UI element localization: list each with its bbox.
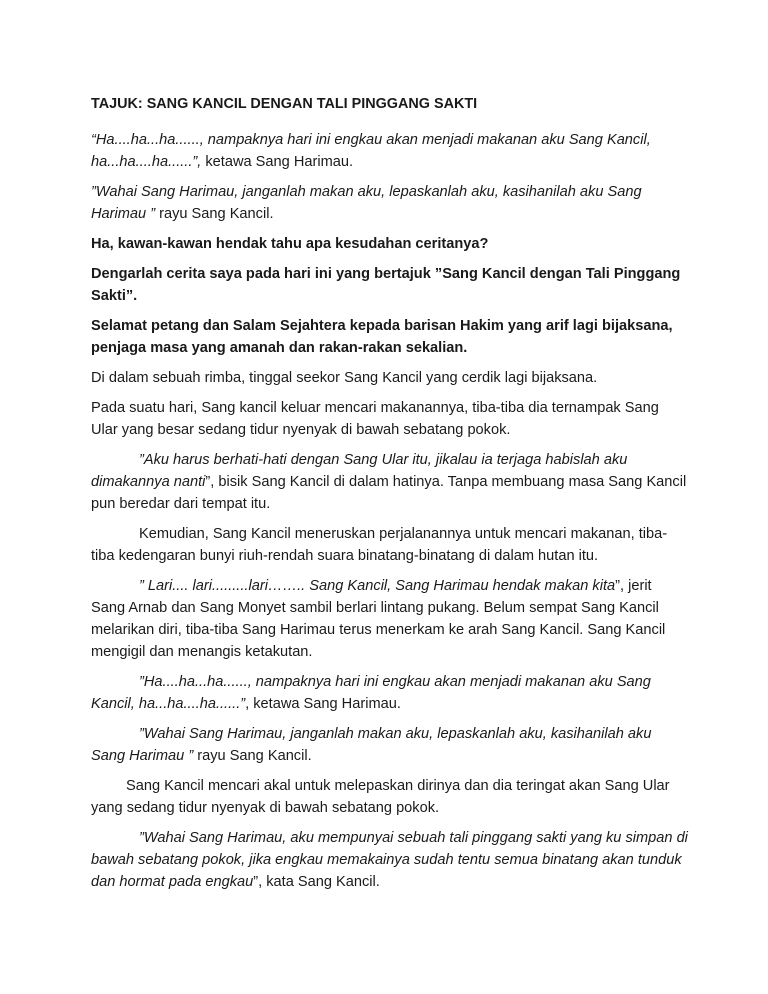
- narration-text: ketawa Sang Harimau.: [201, 154, 354, 170]
- page-title: TAJUK: SANG KANCIL DENGAN TALI PINGGANG SAKTI: [91, 96, 478, 112]
- quote-text: ”Wahai Sang Harimau, janganlah makan aku, lepaskanlah aku, kasihanilah aku Sang Harimau ”: [91, 726, 652, 764]
- quote-text: ”Wahai Sang Harimau, janganlah makan aku, lepaskanlah aku, kasihanilah aku Sang Harimau ”: [91, 184, 642, 222]
- narration-text: , ketawa Sang Harimau.: [245, 696, 401, 712]
- paragraph-9: Kemudian, Sang Kancil meneruskan perjalanannya untuk mencari makanan, tiba-tiba kedengaran bunyi riuh-rendah suara binatang-binatang di dalam hutan itu.: [91, 526, 668, 564]
- paragraph-13: Sang Kancil mencari akal untuk melepaskan dirinya dan dia teringat akan Sang Ular yang sedang tidur nyenyak di bawah sebatang pokok.: [91, 778, 670, 816]
- paragraph-2: [91, 181, 688, 225]
- paragraph-7: Pada suatu hari, Sang kancil keluar mencari makanannya, tiba-tiba dia ternampak Sang Ular yang besar sedang tidur nyenyak di bawah sebatang pokok.: [91, 400, 659, 438]
- quote-text: ”Ha....ha...ha......, nampaknya hari ini engkau akan menjadi makanan aku Sang Kancil, ha...ha....ha......”: [91, 674, 651, 712]
- quote-text: ” Lari.... lari.........lari…….. Sang Kancil, Sang Harimau hendak makan kita: [139, 578, 616, 594]
- quote-text: ”Aku harus berhati-hati dengan Sang Ular itu, jikalau ia terjaga habislah aku dimakannya nanti: [91, 452, 628, 490]
- paragraph-11: [91, 671, 688, 715]
- narration-text: ”, jerit Sang Arnab dan Sang Monyet sambil berlari lintang pukang. Belum sempat Sang Kancil melarikan diri, tiba-tiba Sang Harimau terus menerkam ke arah Sang Kancil. Sang Kancil mengigil dan menangis ketakutan.: [91, 578, 666, 660]
- paragraph-1: [91, 129, 688, 173]
- paragraph-4: Dengarlah cerita saya pada hari ini yang bertajuk ”Sang Kancil dengan Tali Pinggang Sakti”.: [91, 266, 681, 304]
- paragraph-5: Selamat petang dan Salam Sejahtera kepada barisan Hakim yang arif lagi bijaksana, penjaga masa yang amanah dan rakan-rakan sekalian.: [91, 318, 673, 356]
- paragraph-12: [91, 723, 688, 767]
- narration-text: rayu Sang Kancil.: [155, 206, 274, 222]
- narration-text: ”, bisik Sang Kancil di dalam hatinya. Tanpa membuang masa Sang Kancil pun beredar dari tempat itu.: [91, 474, 687, 512]
- paragraph-10: [91, 575, 688, 663]
- paragraph-3: Ha, kawan-kawan hendak tahu apa kesudahan ceritanya?: [91, 236, 489, 252]
- paragraph-6: Di dalam sebuah rimba, tinggal seekor Sang Kancil yang cerdik lagi bijaksana.: [91, 370, 598, 386]
- quote-text: ”Wahai Sang Harimau, aku mempunyai sebuah tali pinggang sakti yang ku simpan di bawah sebatang pokok, jika engkau memakainya sudah tentu semua binatang akan tunduk dan hormat pada engkau: [91, 830, 688, 890]
- paragraph-14: [91, 827, 688, 893]
- paragraph-8: [91, 449, 688, 515]
- quote-text: “Ha....ha...ha......, nampaknya hari ini engkau akan menjadi makanan aku Sang Kancil, ha...ha....ha......”,: [91, 132, 651, 170]
- narration-text: ”, kata Sang Kancil.: [253, 874, 380, 890]
- narration-text: rayu Sang Kancil.: [193, 748, 312, 764]
